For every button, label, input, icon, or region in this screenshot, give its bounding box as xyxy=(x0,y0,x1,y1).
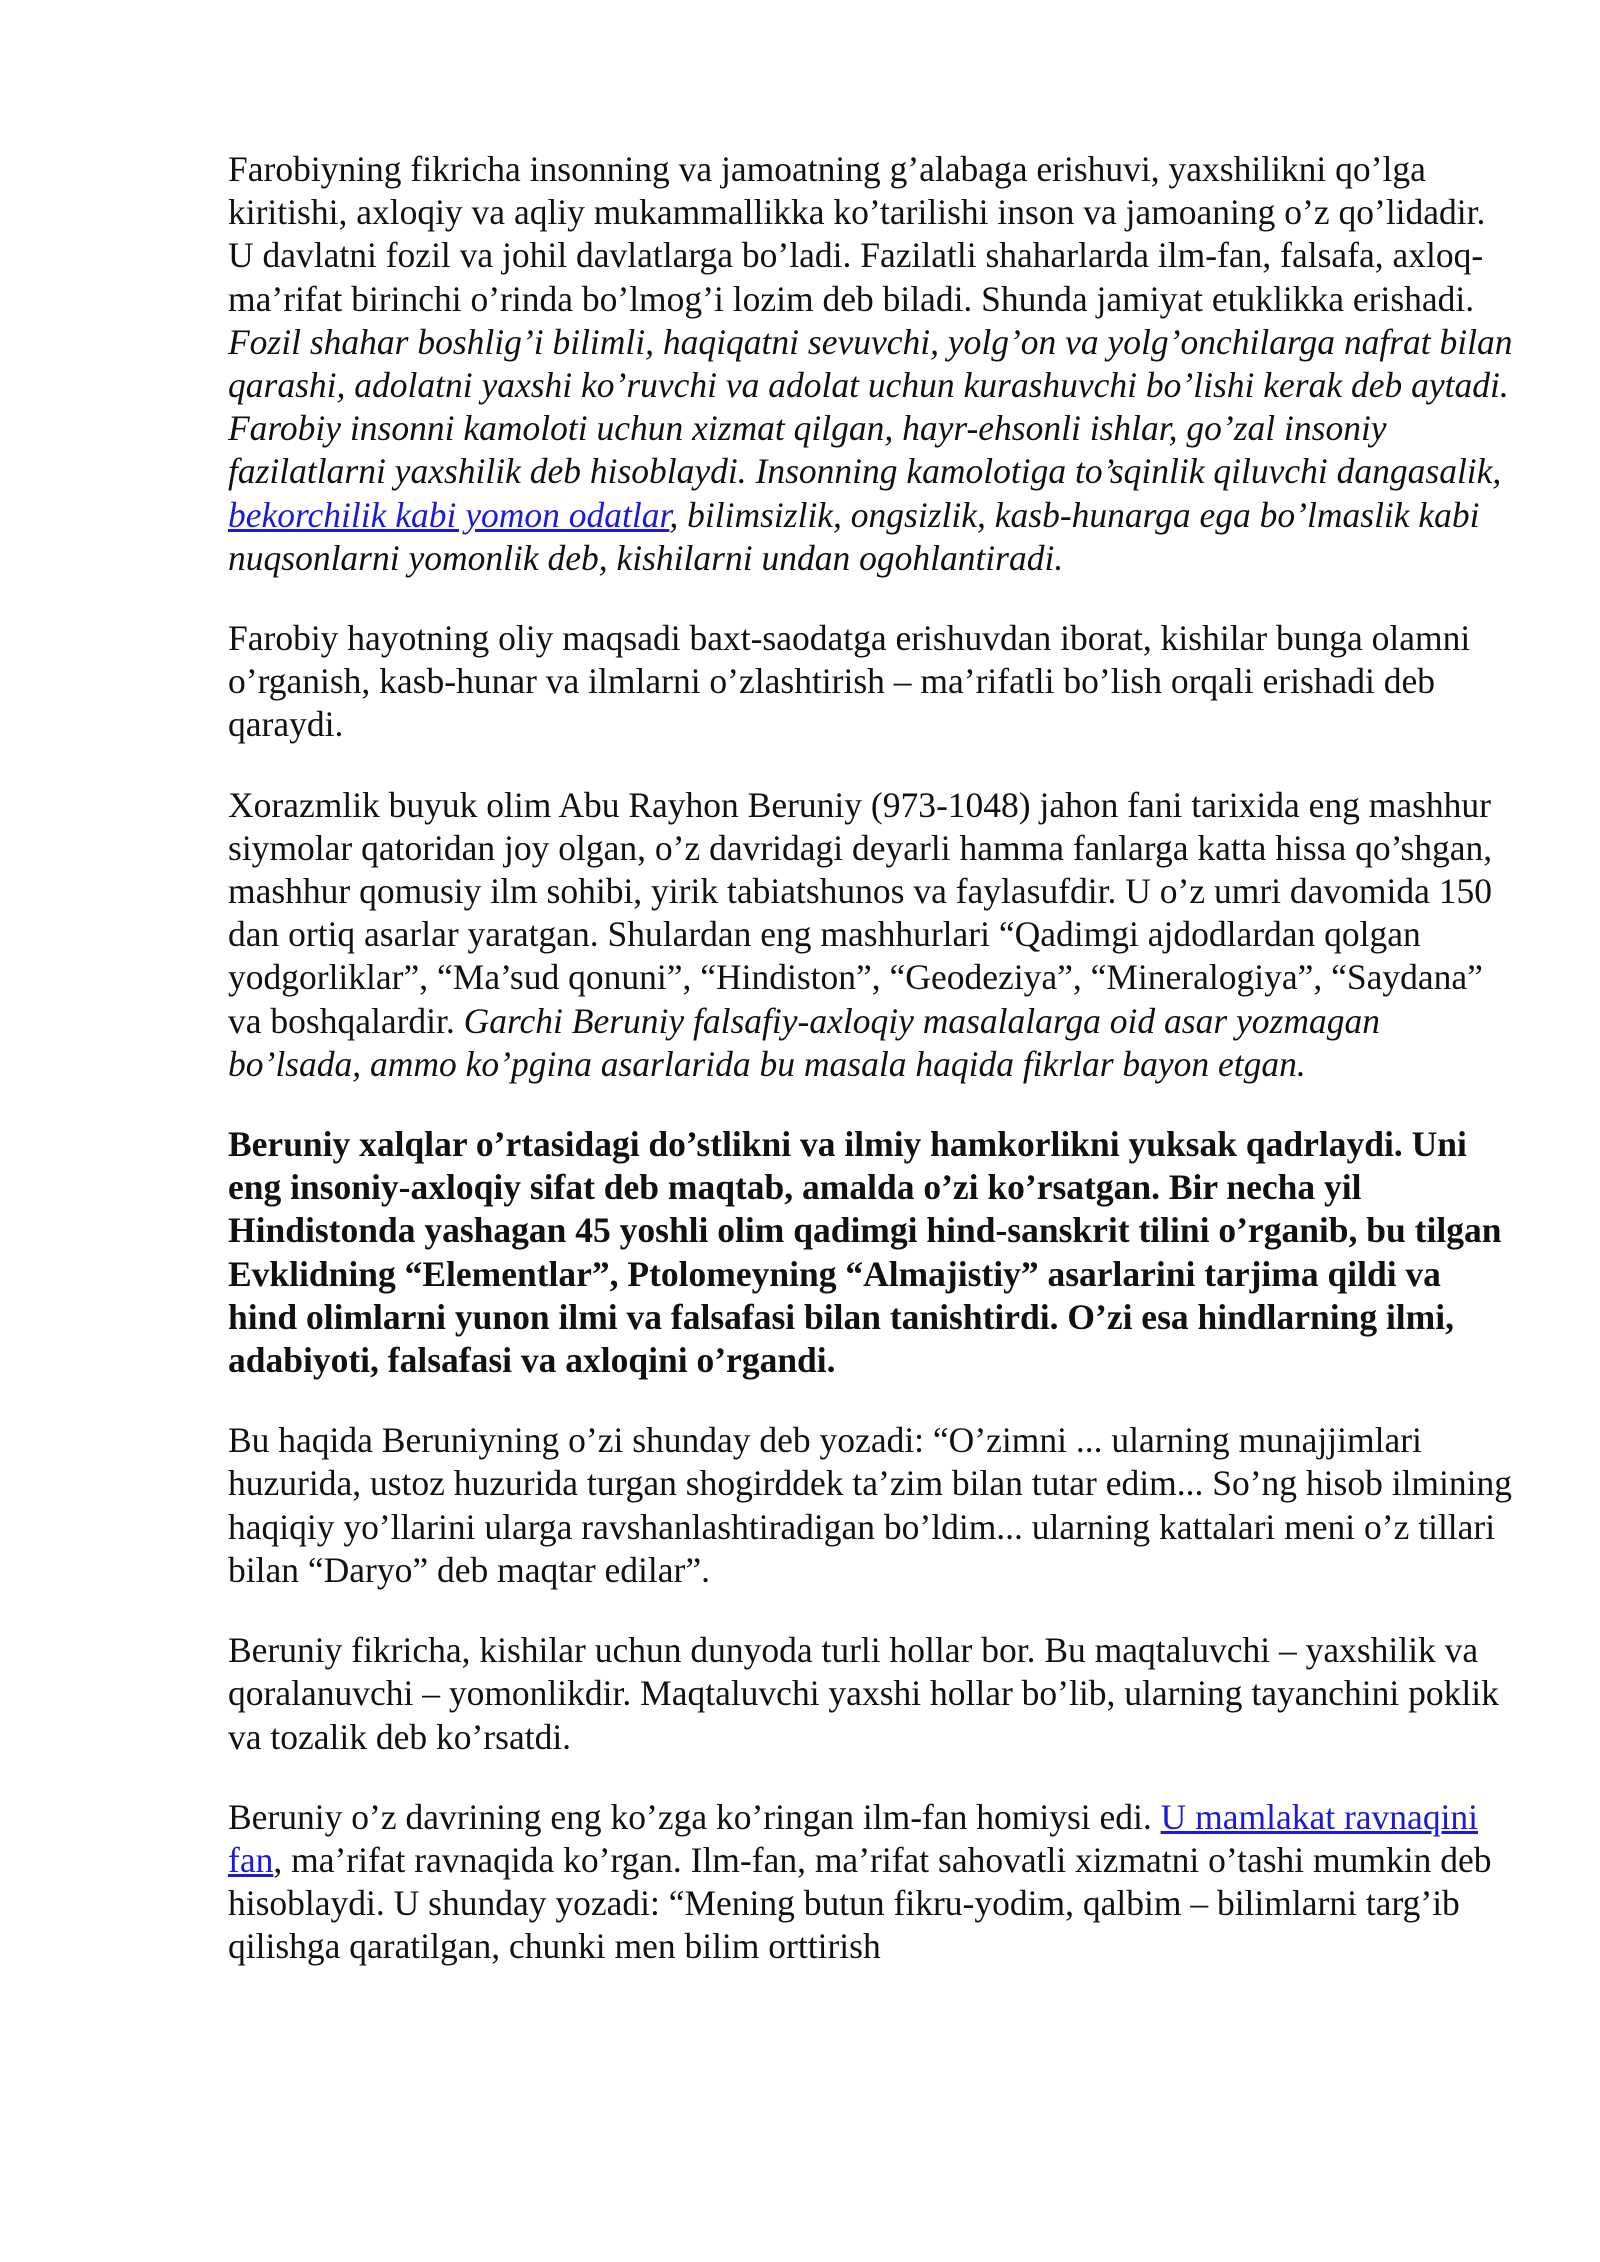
paragraph-text: Beruniy o’z davrining eng ko’zga ko’ringan ilm-fan homiysi edi. xyxy=(228,1796,1161,1837)
paragraph-farobiy-virtue xyxy=(228,148,1518,580)
paragraph-beruniy-patron xyxy=(228,1796,1518,1969)
paragraph-beruniy-good-evil xyxy=(228,1629,1518,1759)
italic-text: Fozil shahar boshlig’i bilimli, haqiqatni sevuvchi, yolg’on va yolg’onchilarga nafrat bilan qarashi, adolatni yaxshi ko’ruvchi va adolat uchun kurashuvchi bo’lishi kerak deb aytadi. Farobiy insonni kamoloti uchun xizmat qilgan, hayr-ehsonli ishlar, go’zal insoniy fazilatlarni yaxshilik deb hisoblaydi. Insonning kamolotiga to’sqinlik qiluvchi dangasalik, xyxy=(228,321,1513,492)
italic-text: Garchi Beruniy falsafiy-axloqiy masalalarga oid asar yozmagan bo’lsada, ammo ko’pgina asarlarida bu masala haqida fikrlar bayon etgan. xyxy=(228,1000,1380,1084)
paragraph-text: Bu haqida Beruniyning o’zi shunday deb yozadi: “O’zimni ... ularning munajjimlari huzurida, ustoz huzurida turgan shogirddek ta’zim bilan tutar edim... So’ng hisob ilmining haqiqiy yo’llarini ularga ravshanlashtiradigan bo’ldim... ularning kattalari meni o’z tillari bilan “Daryo” deb maqtar edilar”. xyxy=(228,1420,1513,1590)
hyperlink-mamlakat[interactable]: U mamlakat ravnaqini fan xyxy=(228,1796,1479,1880)
paragraph-text: Beruniy fikricha, kishilar uchun dunyoda turli hollar bor. Bu maqtaluvchi – yaxshilik va qoralanuvchi – yomonlikdir. Maqtaluvchi yaxshi hollar bo’lib, ularning tayanchini poklik va tozalik deb ko’rsatdi. xyxy=(228,1630,1499,1757)
paragraph-beruniy-friendship xyxy=(228,1123,1518,1382)
paragraph-text: , ma’rifat ravnaqida ko’rgan. Ilm-fan, ma’rifat sahovatli xizmatni o’tashi mumkin deb hisoblaydi. U shunday yozadi: “Mening butun fikru-yodim, qalbim – bilimlarni targ’ib qilishga qaratilgan, chunki men bilim orttirish xyxy=(228,1839,1492,1967)
hyperlink-bekorchilik[interactable]: bekorchilik kabi yomon odatlar xyxy=(228,494,670,535)
italic-text: , bilimsizlik, ongsizlik, kasb-hunarga ega bo’lmaslik kabi nuqsonlarni yomonlik deb, kishilarni undan ogohlantiradi. xyxy=(228,494,1480,578)
paragraph-text: Beruniy xalqlar o’rtasidagi do’stlikni va ilmiy hamkorlikni yuksak qadrlaydi. Uni eng insoniy-axloqiy sifat deb maqtab, amalda o’zi ko’rsatgan. Bir necha yil Hindistonda yashagan 45 yoshli olim qadimgi hind-sanskrit tilini o’rganib, bu tilgan Evklidning “Elementlar”, Ptolomeyning “Almajistiy” asarlarini tarjima qildi va hind olimlarni yunon ilmi va falsafasi bilan tanishtirdi. O’zi esa hindlarning ilmi, adabiyoti, falsafasi va axloqini o’rgandi. xyxy=(228,1124,1502,1381)
paragraph-text: Farobiy hayotning oliy maqsadi baxt-saodatga erishuvdan iborat, kishilar bunga olamni o’rganish, kasb-hunar va ilmlarni o’zlashtirish – ma’rifatli bo’lish orqali erishadi deb qaraydi. xyxy=(228,618,1471,745)
document-body xyxy=(228,148,1518,1969)
paragraph-text: Xorazmlik buyuk olim Abu Rayhon Beruniy (973-1048) jahon fani tarixida eng mashhur siymolar qatoridan joy olgan, o’z davridagi deyarli hamma fanlarga katta hissa qo’shgan, mashhur qomusiy ilm sohibi, yirik tabiatshunos va faylasufdir. U o’z umri davomida 150 dan ortiq asarlar yaratgan. Shulardan eng mashhurlari “Qadimgi ajdodlardan qolgan yodgorliklar”, “Ma’sud qonuni”, “Hindiston”, “Geodeziya”, “Mineralogiya”, “Saydana” va boshqalardir. xyxy=(228,784,1493,1041)
paragraph-text: Farobiyning fikricha insonning va jamoatning g’alabaga erishuvi, yaxshilikni qo’lga kiritishi, axloqiy va aqliy mukammallikka ko’tarilishi inson va jamoaning o’z qo’lidadir. U davlatni fozil va johil davlatlarga bo’ladi. Fazilatli shaharlarda ilm-fan, falsafa, axloq-ma’rifat birinchi o’rinda bo’lmog’i lozim deb biladi. Shunda jamiyat etuklikka erishadi. xyxy=(228,149,1486,319)
paragraph-beruniy-quote xyxy=(228,1419,1518,1592)
paragraph-beruniy-intro xyxy=(228,784,1518,1086)
paragraph-farobiy-goal xyxy=(228,617,1518,747)
